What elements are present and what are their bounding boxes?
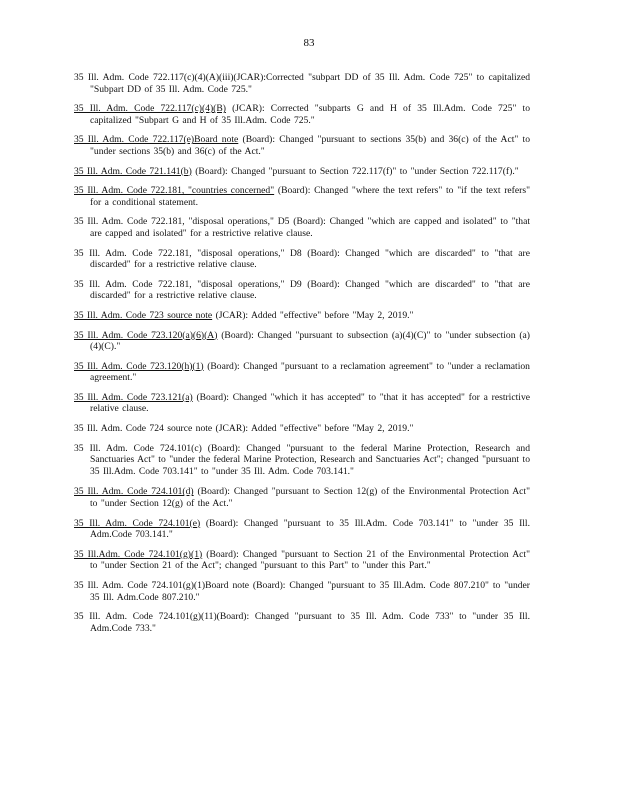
amendment-text: 35 Ill. Adm. Code 724.101(c) (Board): Changed "pursuant to the federal Marine Protection, Research and Sanctuaries Act" to "under the federal Marine Protection, Research and Sanctuaries Act"; changed "pursuant to 35 Ill.Adm. Code 703.141" to "under 35 Ill. Adm. Code 703.141." xyxy=(74,442,530,477)
amendment-text: (Board): Changed "pursuant to Section 12(g) of the Environmental Protection Act" to "under Section 12(g) of the Act." xyxy=(90,486,530,510)
amendment-entry xyxy=(74,166,530,178)
page-number: 83 xyxy=(303,37,315,49)
amendment-entry xyxy=(74,248,530,271)
amendment-entry xyxy=(74,580,530,603)
amendment-text: (Board): Changed "pursuant to Section 722.117(f)" to "under Section 722.117(f)." xyxy=(195,165,519,177)
amendment-text: (Board): Changed "which it has accepted" to "that it has accepted" for a restrictive relative clause. xyxy=(90,391,530,415)
amendment-text: (JCAR): Corrected "subparts G and H of 35 Ill.Adm. Code 725" to capitalized "Subpart G and H of 35 Ill.Adm. Code 725." xyxy=(90,103,530,126)
amendment-entry xyxy=(74,611,530,634)
amendment-entry xyxy=(74,486,530,509)
amendment-entry xyxy=(74,361,530,384)
amendment-text: 35 Ill. Adm. Code 724 source note (JCAR): Added "effective" before "May 2, 2019." xyxy=(74,423,414,435)
amendment-text: 35 Ill. Adm. Code 724.101(g)(11)(Board): Changed "pursuant to 35 Ill. Adm. Code 733" to "under 35 Ill. Adm.Code 733." xyxy=(74,611,530,634)
amendment-text: 35 Ill. Adm. Code 722.181, "disposal operations," D9 (Board): Changed "which are discarded" to "that are discarded" for a restrictive relative clause. xyxy=(74,278,530,302)
amendment-entry xyxy=(74,185,530,208)
amendment-entry xyxy=(74,134,530,157)
amendment-text: 35 Ill. Adm. Code 722.117(c)(4)(A)(iii)(JCAR):Corrected "subpart DD of 35 Ill. Adm. Code 725" to capitalized "Subpart DD of 35 Ill. Adm. Code 725." xyxy=(74,72,530,95)
citation-underlined: 35 Ill. Adm. Code 723.120(h)(1) xyxy=(74,360,204,372)
citation-underlined: 35 Ill. Adm. Code 722.117(c)(4)(B) xyxy=(74,103,226,115)
citation-underlined: 35 Ill. Adm. Code 721.141(b) xyxy=(74,165,192,177)
citation-underlined: 35 Ill. Adm. Code 724.101(e) xyxy=(74,517,201,529)
citation-underlined: 35 Ill. Adm. Code 723 source note xyxy=(74,309,213,321)
amendment-entry xyxy=(74,518,530,541)
amendment-text: (JCAR): Added "effective" before "May 2, 2019." xyxy=(215,309,414,321)
amendment-text: 35 Ill. Adm. Code 724.101(g)(1)Board note (Board): Changed "pursuant to 35 Ill.Adm. Code 807.210" to "under 35 Ill. Adm.Code 807.210." xyxy=(74,580,530,603)
citation-underlined: 35 Ill.Adm. Code 724.101(g)(1) xyxy=(74,548,203,560)
amendment-entry xyxy=(74,216,530,239)
amendment-entry xyxy=(74,392,530,415)
amendment-text: (Board): Changed "pursuant to subsection (a)(4)(C)" to "under subsection (a)(4)(C)." xyxy=(90,329,530,353)
amendment-entry xyxy=(74,549,530,572)
amendment-list xyxy=(74,72,530,642)
amendment-text: 35 Ill. Adm. Code 722.181, "disposal operations," D5 (Board): Changed "which are capped and isolated" to "that are capped and isolated" for a restrictive relative clause. xyxy=(74,216,530,239)
amendment-entry xyxy=(74,443,530,478)
amendment-text: (Board): Changed "where the text refers" to "if the text refers" for a conditional statement. xyxy=(90,185,530,208)
citation-underlined: 35 Ill. Adm. Code 722.181, "countries concerned" xyxy=(74,185,275,197)
citation-underlined: 35 Ill. Adm. Code 723.120(a)(6)(A) xyxy=(74,329,218,341)
amendment-text: (Board): Changed "pursuant to 35 Ill.Adm. Code 703.141" to "under 35 Ill. Adm.Code 703.141." xyxy=(90,517,530,541)
amendment-entry xyxy=(74,330,530,353)
amendment-entry xyxy=(74,72,530,95)
citation-underlined: 35 Ill. Adm. Code 724.101(d) xyxy=(74,486,194,498)
citation-underlined: 35 Ill. Adm. Code 723.121(a) xyxy=(74,391,193,403)
citation-underlined: 35 Ill. Adm. Code 722.117(e)Board note xyxy=(74,134,239,146)
amendment-entry xyxy=(74,310,530,322)
amendment-entry xyxy=(74,279,530,302)
amendment-text: (Board): Changed "pursuant to Section 21 of the Environmental Protection Act" to "under Section 21 of the Act"; changed "pursuant to this Part" to "under this Part." xyxy=(90,548,530,572)
amendment-text: (Board): Changed "pursuant to a reclamation agreement" to "under a reclamation agreement." xyxy=(90,360,530,384)
amendment-text: 35 Ill. Adm. Code 722.181, "disposal operations," D8 (Board): Changed "which are discarded" to "that are discarded" for a restrictive relative clause. xyxy=(74,247,530,271)
amendment-text: (Board): Changed "pursuant to sections 35(b) and 36(c) of the Act" to "under sections 35(b) and 36(c) of the Act." xyxy=(90,134,530,157)
amendment-entry xyxy=(74,103,530,126)
amendment-entry xyxy=(74,423,530,435)
